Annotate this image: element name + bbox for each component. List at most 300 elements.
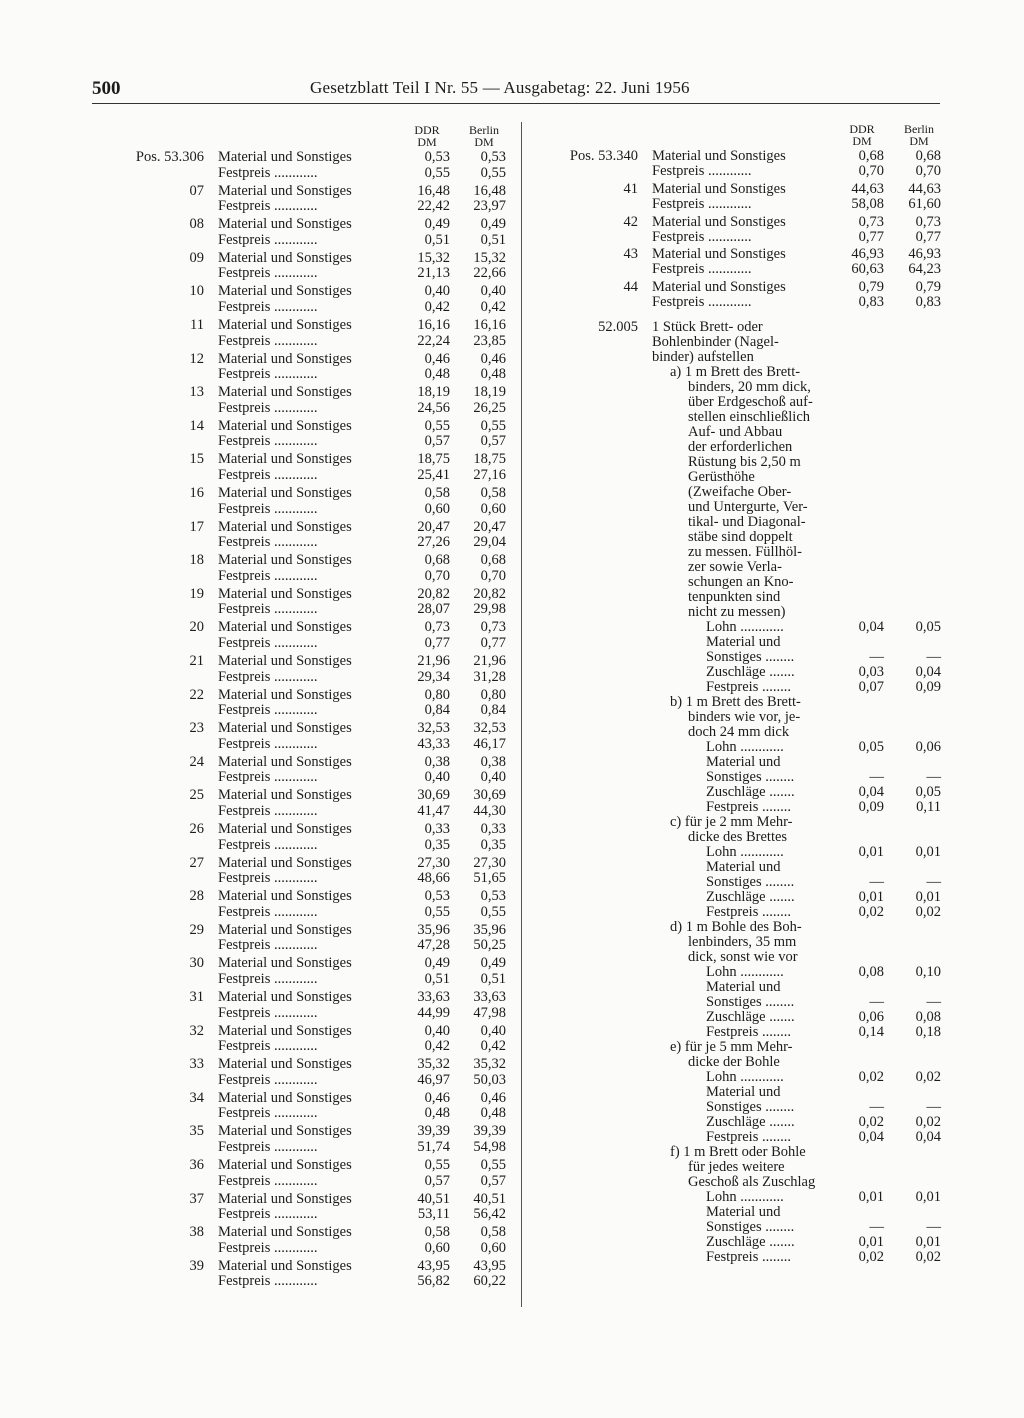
item-description: Bohlenbinder (Nagel- (652, 334, 779, 351)
price-berlin: 16,16 (473, 317, 506, 333)
price-ddr: 0,33 (424, 821, 450, 837)
item-description: Material und Sonstiges (218, 350, 352, 367)
price-ddr: 35,32 (417, 1056, 450, 1073)
item-description: Festpreis ............ (218, 1071, 318, 1088)
price-berlin: 46,17 (473, 735, 506, 752)
item-description: tikal- und Diagonal- (688, 514, 806, 531)
price-ddr: 0,40 (424, 769, 450, 786)
price-berlin: 51,65 (473, 870, 506, 887)
item-description: Material und Sonstiges (652, 180, 786, 197)
item-description: Material und Sonstiges (652, 213, 786, 230)
item-description: Material und Sonstiges (218, 1224, 352, 1241)
item-description: Festpreis ........ (706, 679, 791, 696)
item-description: Festpreis ............ (218, 399, 318, 416)
price-berlin: 0,80 (480, 686, 506, 703)
price-ddr: 0,14 (858, 1024, 884, 1041)
item-description: Zuschläge ....... (706, 784, 795, 801)
position-number: 25 (189, 787, 204, 804)
item-description: dicke des Brettes (688, 829, 788, 846)
item-description: Sonstiges ........ (706, 1219, 795, 1236)
price-ddr: 0,09 (858, 799, 884, 816)
item-description: Material und (706, 979, 781, 996)
price-berlin: 40,51 (473, 1190, 506, 1207)
item-description: Material und Sonstiges (218, 921, 352, 938)
item-description: Festpreis ............ (218, 769, 318, 786)
price-ddr: 0,58 (424, 485, 450, 501)
position-number: 10 (189, 283, 204, 300)
item-description: Material und Sonstiges (218, 417, 352, 434)
price-berlin: 27,30 (473, 854, 506, 871)
item-description: Lohn ............ (706, 619, 784, 636)
price-berlin: 0,55 (480, 164, 506, 181)
position-number: 09 (189, 249, 204, 266)
price-berlin: 0,49 (480, 955, 506, 972)
item-description: Material und Sonstiges (218, 619, 352, 636)
position-number: 18 (189, 552, 204, 569)
price-ddr: 0,77 (858, 228, 884, 245)
price-ddr: 0,57 (424, 433, 450, 450)
item-description: Material und Sonstiges (652, 279, 786, 296)
position-number: 13 (189, 384, 204, 401)
price-berlin: 0,77 (480, 635, 506, 651)
item-description: zu messen. Füllhöl- (688, 544, 802, 561)
item-description: Zuschläge ....... (706, 889, 795, 906)
price-berlin: 15,32 (473, 249, 506, 266)
price-ddr: 0,40 (424, 283, 450, 300)
item-description: binder) aufstellen (652, 349, 754, 366)
price-berlin: 29,04 (473, 534, 506, 551)
price-ddr: 0,55 (424, 417, 450, 434)
item-description: Festpreis ............ (218, 971, 318, 987)
price-berlin: 0,08 (915, 1009, 941, 1026)
price-berlin: 0,04 (915, 664, 941, 681)
price-berlin: 0,53 (480, 149, 506, 165)
price-ddr: 30,69 (417, 787, 450, 804)
item-description: Zuschläge ....... (706, 664, 795, 681)
price-berlin: 0,05 (915, 784, 941, 801)
item-description: binders wie vor, je- (688, 709, 801, 726)
price-ddr: — (869, 769, 884, 786)
price-berlin: 0,38 (480, 753, 506, 770)
price-berlin: 0,42 (480, 299, 506, 315)
item-description: Geschoß als Zuschlag (688, 1174, 816, 1191)
item-description: f) 1 m Brett oder Bohle (670, 1144, 806, 1161)
position-number: 11 (190, 317, 204, 333)
price-ddr: 41,47 (417, 803, 450, 819)
price-ddr: 29,34 (417, 668, 450, 685)
position-number: 20 (189, 619, 204, 636)
item-description: Material und Sonstiges (218, 955, 352, 972)
price-berlin: 0,02 (915, 1114, 941, 1131)
price-berlin: 60,22 (473, 1273, 506, 1290)
position-number: 37 (189, 1190, 204, 1207)
price-berlin: 23,85 (473, 332, 506, 349)
price-ddr: 0,84 (424, 702, 450, 719)
position-number: 15 (189, 451, 204, 468)
item-description: Material und Sonstiges (218, 854, 352, 871)
price-ddr: 22,24 (417, 332, 450, 349)
price-berlin: 47,98 (473, 1004, 506, 1021)
item-description: Material und Sonstiges (218, 1257, 352, 1274)
item-description: Festpreis ............ (218, 198, 318, 215)
price-ddr: 0,46 (424, 350, 450, 367)
price-ddr: 56,82 (417, 1273, 450, 1290)
price-ddr: 24,56 (417, 399, 450, 416)
price-berlin: 0,53 (480, 888, 506, 905)
price-berlin: 46,93 (908, 246, 941, 263)
price-berlin: 56,42 (473, 1206, 506, 1223)
price-berlin: 0,04 (915, 1129, 941, 1146)
price-berlin: 0,57 (480, 1172, 506, 1189)
item-description: Festpreis ............ (652, 228, 752, 245)
item-description: dicke der Bohle (688, 1054, 780, 1071)
position-number: 26 (189, 821, 204, 837)
price-berlin: 0,60 (480, 1239, 506, 1256)
price-berlin: 0,18 (915, 1024, 941, 1041)
position-number: 30 (189, 955, 204, 972)
price-ddr: 0,49 (424, 955, 450, 972)
item-description: Festpreis ............ (218, 1273, 318, 1290)
price-berlin: 20,82 (473, 585, 506, 602)
price-berlin: 0,33 (480, 821, 506, 837)
item-description: Festpreis ............ (218, 1206, 318, 1223)
price-ddr: 0,01 (858, 1189, 884, 1206)
item-description: (Zweifache Ober- (688, 484, 792, 501)
item-description: 1 Stück Brett- oder (652, 319, 763, 336)
price-berlin: 43,95 (473, 1257, 506, 1274)
item-description: Zuschläge ....... (706, 1234, 795, 1251)
item-description: Festpreis ............ (218, 735, 318, 752)
price-berlin: — (926, 1219, 941, 1236)
price-ddr: 0,02 (858, 1069, 884, 1086)
item-description: Material und Sonstiges (218, 518, 352, 535)
price-ddr: 0,51 (424, 231, 450, 248)
price-berlin: 0,60 (480, 500, 506, 517)
price-ddr: 0,51 (424, 971, 450, 987)
price-berlin: 0,02 (915, 1249, 941, 1266)
item-description: Material und (706, 634, 781, 651)
price-ddr: 35,96 (417, 921, 450, 938)
price-ddr: 51,74 (417, 1139, 450, 1155)
price-ddr: 0,03 (858, 664, 884, 681)
position-number: 31 (189, 989, 204, 1005)
item-description: c) für je 2 mm Mehr- (670, 814, 793, 831)
item-description: Sonstiges ........ (706, 769, 795, 786)
item-description: stäbe sind doppelt (688, 529, 793, 546)
item-description: Material und Sonstiges (218, 249, 352, 266)
price-ddr: 0,57 (424, 1172, 450, 1189)
item-description: Festpreis ............ (218, 937, 318, 954)
price-berlin: 44,30 (473, 803, 506, 819)
position-number: 28 (189, 888, 204, 905)
item-description: Material und Sonstiges (218, 283, 352, 300)
position-number: 23 (189, 720, 204, 737)
price-berlin: 30,69 (473, 787, 506, 804)
price-berlin: — (926, 1099, 941, 1116)
price-berlin: 22,66 (473, 265, 506, 282)
item-description: Sonstiges ........ (706, 1099, 795, 1116)
price-berlin: 0,68 (480, 552, 506, 569)
position-number: 39 (189, 1257, 204, 1274)
price-ddr: 0,01 (858, 844, 884, 861)
price-ddr: 43,95 (417, 1257, 450, 1274)
item-description: Sonstiges ........ (706, 874, 795, 891)
item-description: Material und Sonstiges (218, 1022, 352, 1039)
item-description: Material und Sonstiges (218, 787, 352, 804)
price-ddr: 0,55 (424, 1157, 450, 1173)
price-berlin: 0,09 (915, 679, 941, 696)
price-berlin: 0,51 (480, 971, 506, 987)
item-description: Festpreis ............ (218, 870, 318, 887)
item-description: Material und Sonstiges (218, 1157, 352, 1173)
price-ddr: 0,68 (858, 148, 884, 164)
price-ddr: 40,51 (417, 1190, 450, 1207)
item-description: Festpreis ............ (218, 702, 318, 719)
item-description: lenbinders, 35 mm (688, 934, 797, 951)
price-ddr: 18,19 (417, 384, 450, 401)
item-description: Auf- und Abbau (688, 424, 783, 441)
position-number: Pos. 53.306 (135, 149, 204, 165)
price-berlin: 27,16 (473, 467, 506, 483)
item-description: Sonstiges ........ (706, 994, 795, 1011)
price-ddr: 0,48 (424, 1105, 450, 1122)
price-ddr: 0,42 (424, 299, 450, 315)
price-berlin: 29,98 (473, 601, 506, 618)
price-ddr: — (869, 994, 884, 1011)
price-ddr: — (869, 649, 884, 666)
item-description: Lohn ............ (706, 1189, 784, 1206)
position-number: 43 (623, 246, 638, 263)
price-ddr: 46,93 (851, 246, 884, 263)
position-number: 19 (189, 585, 204, 602)
price-berlin: 16,48 (473, 182, 506, 199)
price-berlin: 18,75 (473, 451, 506, 468)
item-description: Festpreis ............ (218, 1239, 318, 1256)
page-header (92, 78, 940, 104)
item-description: e) für je 5 mm Mehr- (670, 1039, 793, 1056)
item-description: Festpreis ........ (706, 1249, 791, 1266)
price-ddr: 0,08 (858, 964, 884, 981)
price-ddr: 0,58 (424, 1224, 450, 1241)
position-number: 52.005 (598, 319, 638, 336)
price-ddr: 0,40 (424, 1022, 450, 1039)
left-header-berlin: Berlin DM (469, 123, 499, 149)
item-description: Festpreis ............ (218, 231, 318, 248)
column-divider (521, 122, 522, 1307)
price-ddr: 22,42 (417, 198, 450, 215)
price-berlin: 0,68 (915, 148, 941, 164)
price-ddr: 25,41 (417, 467, 450, 483)
item-description: Festpreis ............ (218, 1004, 318, 1021)
price-ddr: 44,99 (417, 1004, 450, 1021)
page-number: 500 (92, 78, 121, 99)
item-description: über Erdgeschoß auf- (688, 394, 813, 411)
price-ddr: — (869, 1219, 884, 1236)
position-number: 41 (623, 180, 638, 197)
price-ddr: 0,53 (424, 888, 450, 905)
price-berlin: 44,63 (908, 180, 941, 197)
position-number: 27 (189, 854, 204, 871)
price-ddr: 0,79 (858, 279, 884, 296)
price-berlin: 0,51 (480, 231, 506, 248)
item-description: Material und Sonstiges (218, 989, 352, 1005)
item-description: Material und Sonstiges (652, 246, 786, 263)
item-description: Festpreis ............ (218, 903, 318, 920)
item-description: Festpreis ............ (218, 332, 318, 349)
price-ddr: 0,38 (424, 753, 450, 770)
price-berlin: 0,02 (915, 1069, 941, 1086)
price-berlin: 0,46 (480, 350, 506, 367)
price-berlin: 0,01 (915, 844, 941, 861)
price-ddr: 27,26 (417, 534, 450, 551)
price-berlin: 23,97 (473, 198, 506, 215)
item-description: und Untergurte, Ver- (688, 499, 808, 516)
position-number: 21 (189, 653, 204, 669)
price-berlin: 64,23 (908, 261, 941, 278)
price-ddr: 20,82 (417, 585, 450, 602)
price-ddr: 0,04 (858, 1129, 884, 1146)
price-berlin: 0,49 (480, 216, 506, 233)
price-ddr: 0,48 (424, 366, 450, 383)
item-description: Festpreis ........ (706, 1024, 791, 1041)
price-berlin: 0,42 (480, 1038, 506, 1055)
price-berlin: 0,01 (915, 889, 941, 906)
item-description: Festpreis ........ (706, 1129, 791, 1146)
position-number: 22 (189, 686, 204, 703)
item-description: Festpreis ............ (218, 534, 318, 551)
price-ddr: — (869, 1099, 884, 1116)
item-description: dick, sonst wie vor (688, 949, 798, 966)
item-description: schungen an Kno- (688, 574, 794, 591)
price-berlin: 54,98 (473, 1139, 506, 1155)
price-ddr: 0,55 (424, 164, 450, 181)
price-berlin: 31,28 (473, 668, 506, 685)
page-title: Gesetzblatt Teil I Nr. 55 — Ausgabetag: 22. Juni 1956 (310, 78, 690, 97)
price-ddr: 0,04 (858, 784, 884, 801)
price-ddr: 0,80 (424, 686, 450, 703)
item-description: Material und Sonstiges (652, 148, 786, 164)
item-description: Festpreis ............ (218, 467, 318, 483)
item-description: Lohn ............ (706, 1069, 784, 1086)
price-ddr: 21,96 (417, 653, 450, 669)
price-berlin: 0,46 (480, 1089, 506, 1106)
item-description: nicht zu messen) (688, 604, 786, 621)
item-description: Festpreis ........ (706, 904, 791, 921)
item-description: Lohn ............ (706, 739, 784, 756)
price-ddr: 0,83 (858, 294, 884, 311)
item-description: Material und Sonstiges (218, 485, 352, 501)
position-number: 08 (189, 216, 204, 233)
item-description: Festpreis ............ (218, 500, 318, 517)
item-description: Festpreis ............ (218, 601, 318, 618)
price-berlin: — (926, 994, 941, 1011)
item-description: Material und Sonstiges (218, 149, 352, 165)
price-berlin: 0,77 (915, 228, 941, 245)
position-number: 12 (189, 350, 204, 367)
price-ddr: 0,73 (424, 619, 450, 636)
item-description: Sonstiges ........ (706, 649, 795, 666)
position-number: 17 (189, 518, 204, 535)
price-ddr: 0,02 (858, 1114, 884, 1131)
left-header-ddr: DDR DM (414, 123, 440, 149)
price-berlin: 20,47 (473, 518, 506, 535)
price-berlin: 0,57 (480, 433, 506, 450)
item-description: Festpreis ............ (218, 567, 318, 584)
price-berlin: 0,73 (915, 213, 941, 230)
price-berlin: 0,05 (915, 619, 941, 636)
item-description: b) 1 m Brett des Brett- (670, 694, 801, 711)
price-ddr: 28,07 (417, 601, 450, 618)
price-berlin: 18,19 (473, 384, 506, 401)
item-description: a) 1 m Brett des Brett- (670, 364, 801, 381)
price-berlin: 0,79 (915, 279, 941, 296)
item-description: Material und Sonstiges (218, 653, 352, 669)
price-berlin: 0,55 (480, 903, 506, 920)
price-berlin: 0,10 (915, 964, 941, 981)
position-number: 34 (189, 1089, 204, 1106)
position-number: 14 (189, 417, 204, 434)
price-berlin: — (926, 874, 941, 891)
price-ddr: 0,01 (858, 1234, 884, 1251)
price-berlin: 35,32 (473, 1056, 506, 1073)
price-ddr: 60,63 (851, 261, 884, 278)
price-ddr: 43,33 (417, 735, 450, 752)
price-berlin: 0,70 (480, 567, 506, 584)
item-description: der erforderlichen (688, 439, 793, 456)
item-description: Festpreis ............ (218, 1038, 318, 1055)
price-berlin: 26,25 (473, 399, 506, 416)
item-description: Festpreis ............ (218, 265, 318, 282)
item-description: Festpreis ............ (218, 433, 318, 450)
price-berlin: 61,60 (908, 195, 941, 212)
price-ddr: 0,05 (858, 739, 884, 756)
price-ddr: 53,11 (417, 1206, 450, 1223)
price-ddr: 0,02 (858, 904, 884, 921)
position-number: 44 (623, 279, 638, 296)
price-berlin: 0,40 (480, 1022, 506, 1039)
price-ddr: 16,48 (417, 182, 450, 199)
price-ddr: 39,39 (417, 1123, 450, 1140)
item-description: Material und Sonstiges (218, 888, 352, 905)
item-description: Rüstung bis 2,50 m (688, 454, 801, 471)
price-ddr: 27,30 (417, 854, 450, 871)
item-description: Festpreis ............ (218, 1105, 318, 1122)
price-berlin: 0,84 (480, 702, 506, 719)
price-berlin: 0,58 (480, 1224, 506, 1241)
position-number: 35 (189, 1123, 204, 1140)
price-ddr: 44,63 (851, 180, 884, 197)
item-description: Festpreis ............ (218, 635, 318, 651)
position-number: 36 (189, 1157, 204, 1173)
item-description: Material und (706, 1084, 781, 1101)
item-description: doch 24 mm dick (688, 724, 790, 741)
item-description: zer sowie Verla- (688, 559, 782, 576)
price-berlin: 0,35 (480, 836, 506, 853)
item-description: Festpreis ........ (706, 799, 791, 816)
item-description: Festpreis ............ (652, 294, 752, 311)
item-description: Zuschläge ....... (706, 1009, 795, 1026)
price-ddr: 46,97 (417, 1071, 450, 1088)
item-description: Festpreis ............ (652, 195, 752, 212)
price-berlin: 50,25 (473, 937, 506, 954)
item-description: Material und Sonstiges (218, 552, 352, 569)
item-description: Material und (706, 859, 781, 876)
price-berlin: 0,58 (480, 485, 506, 501)
price-berlin: 0,48 (480, 1105, 506, 1122)
price-ddr: 0,60 (424, 1239, 450, 1256)
position-number: 07 (189, 182, 204, 199)
price-berlin: 50,03 (473, 1071, 506, 1088)
